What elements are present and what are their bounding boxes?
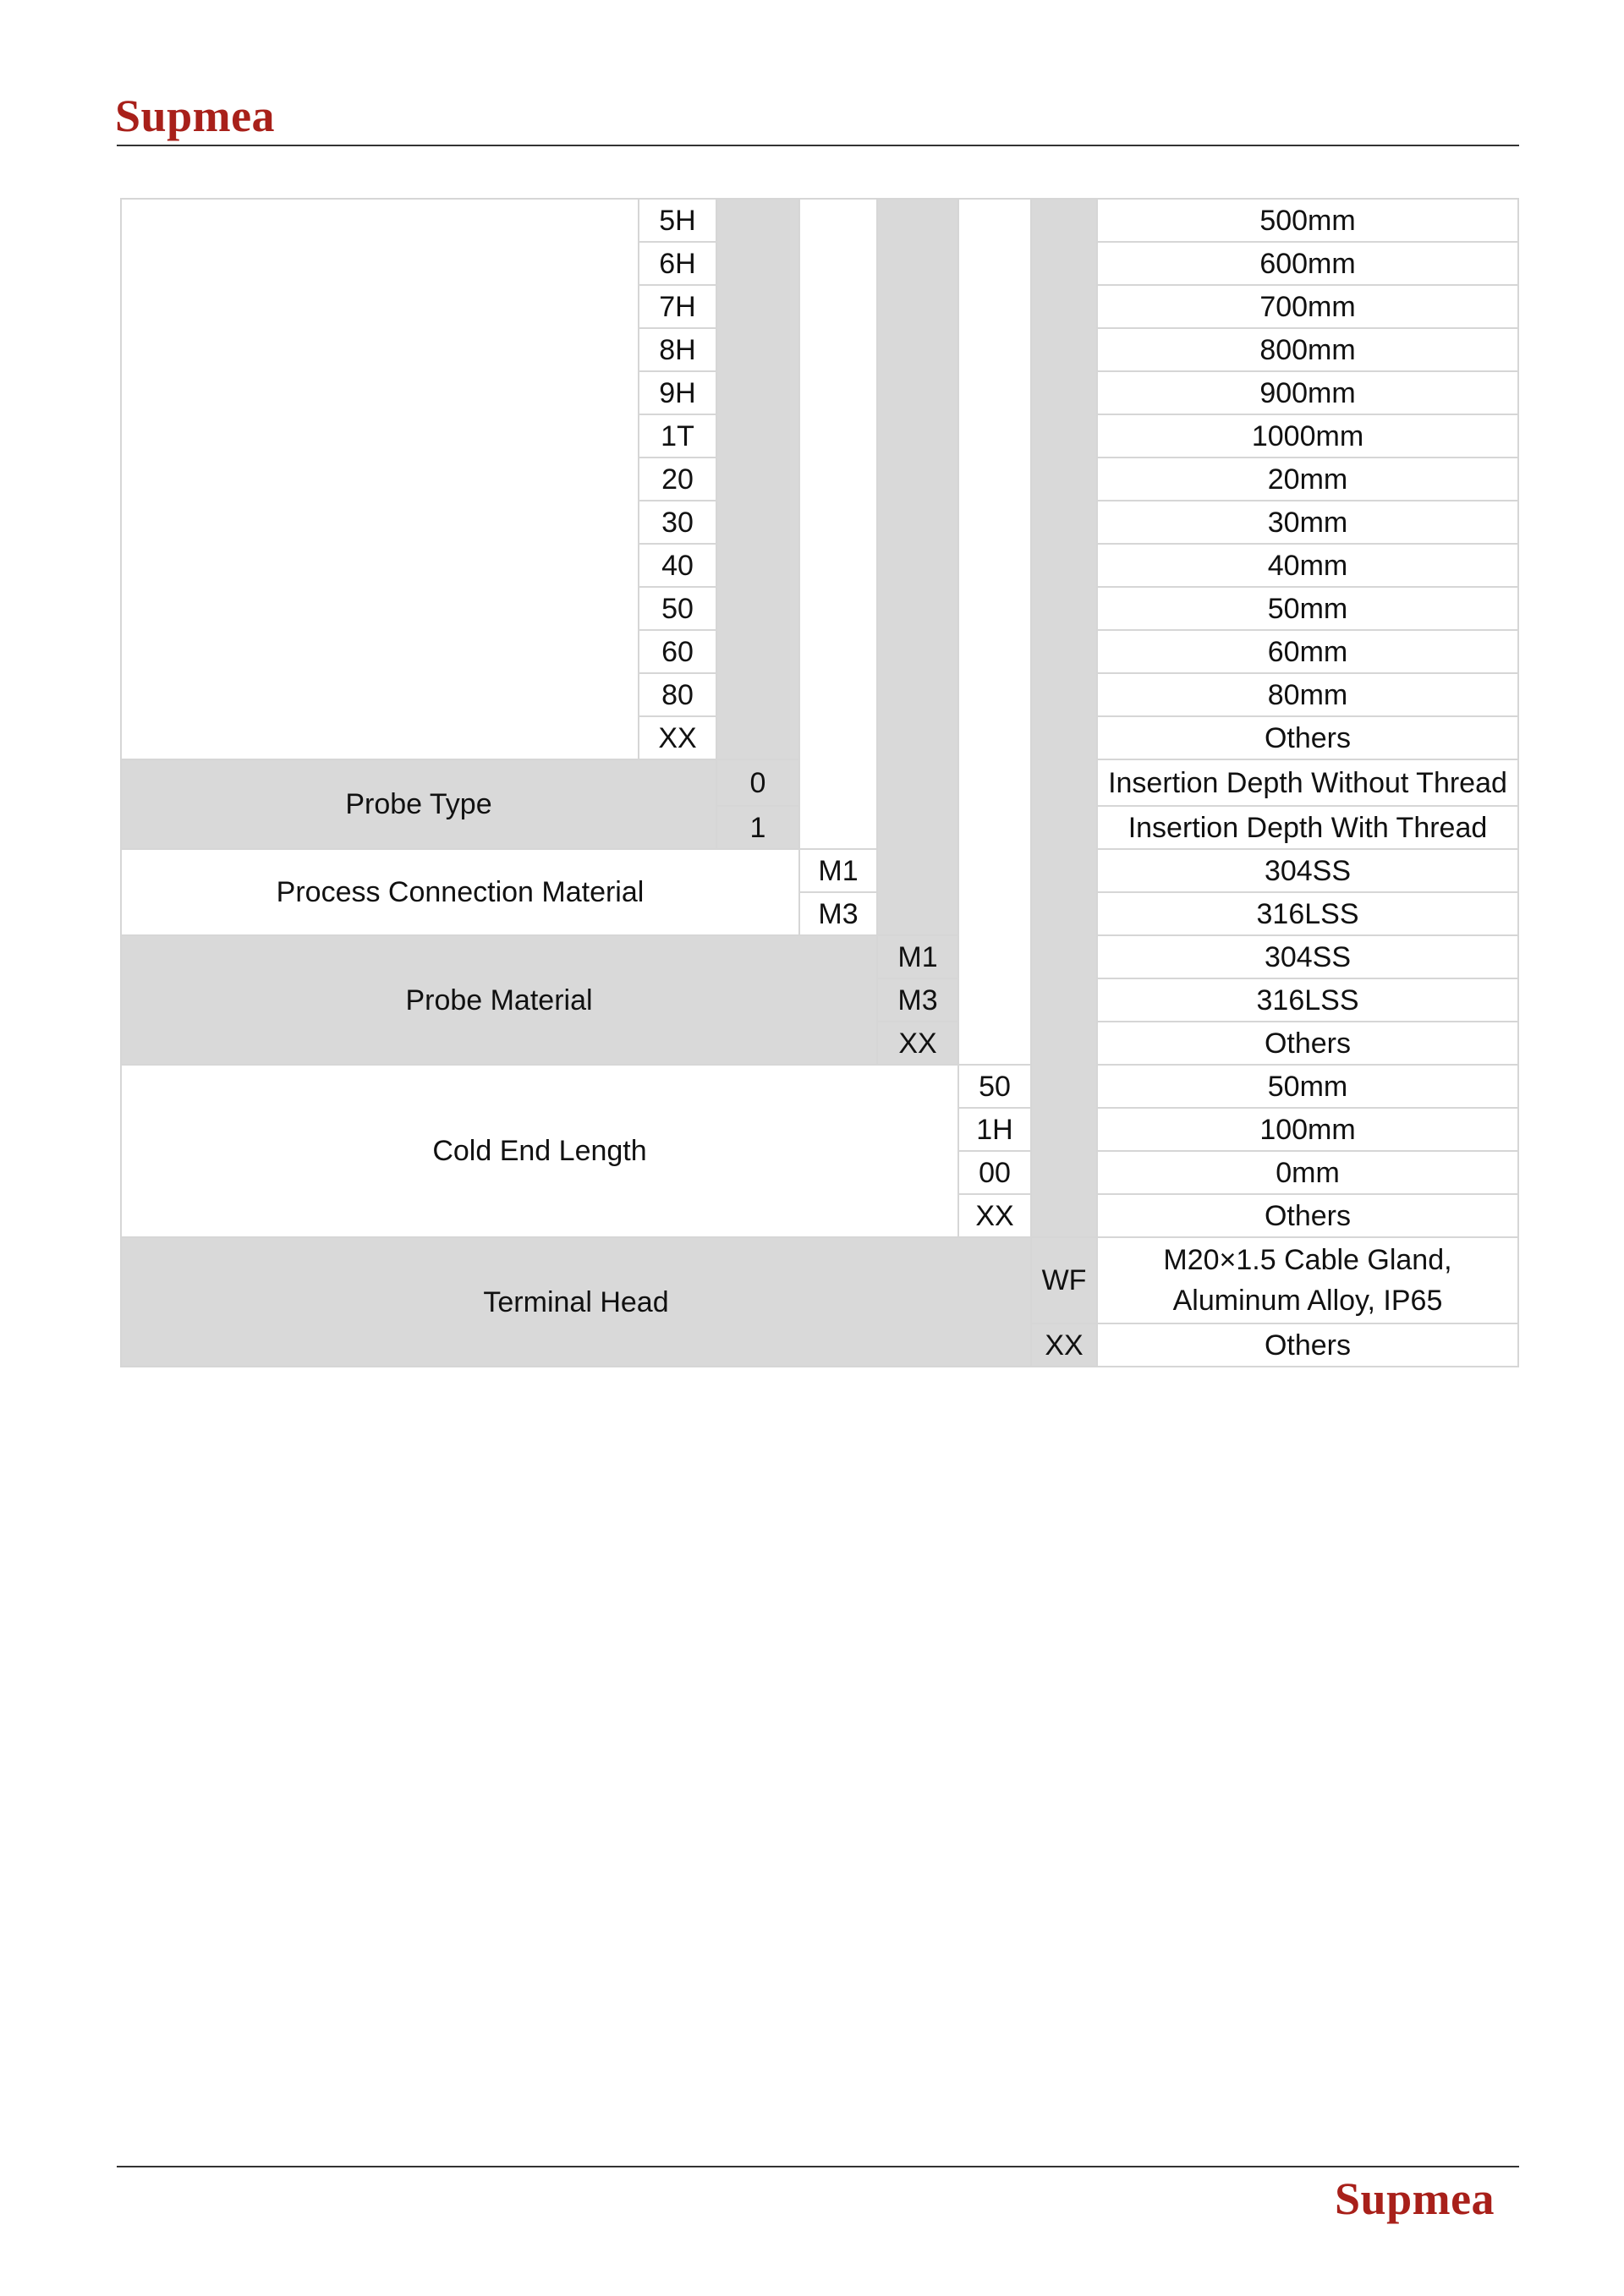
option-code: M3 [799,892,877,935]
option-code: XX [877,1022,958,1065]
option-description: 800mm [1097,328,1518,371]
option-code: WF [1031,1237,1097,1323]
option-description: 500mm [1097,199,1518,242]
option-code: 00 [958,1151,1031,1194]
probe-type-label: Probe Type [121,759,716,849]
option-code: 50 [958,1065,1031,1108]
option-code: 8H [639,328,716,371]
option-description: 900mm [1097,371,1518,414]
option-description: 40mm [1097,544,1518,587]
option-description: 316LSS [1097,978,1518,1022]
option-description: Others [1097,1323,1518,1367]
option-code: 6H [639,242,716,285]
option-description: 304SS [1097,935,1518,978]
cold-end-length-label: Cold End Length [121,1065,958,1237]
option-description: Others [1097,1022,1518,1065]
option-description: 20mm [1097,458,1518,501]
option-description: 30mm [1097,501,1518,544]
option-code: 7H [639,285,716,328]
option-description: 1000mm [1097,414,1518,458]
option-code: 50 [639,587,716,630]
option-code: 30 [639,501,716,544]
option-description: 0mm [1097,1151,1518,1194]
option-description: 50mm [1097,587,1518,630]
table-row [121,1237,1518,1323]
option-code: XX [958,1194,1031,1237]
terminal-head-label: Terminal Head [121,1237,1031,1367]
option-description: 80mm [1097,673,1518,716]
option-code: 1H [958,1108,1031,1151]
option-code: XX [1031,1323,1097,1367]
table-row [121,849,1518,892]
option-code: 1T [639,414,716,458]
option-code: 1 [716,806,799,849]
option-description: 700mm [1097,285,1518,328]
option-description: 100mm [1097,1108,1518,1151]
process-connection-material-label: Process Connection Material [121,849,799,935]
footer-divider [117,2166,1519,2167]
option-description: Insertion Depth Without Thread [1097,759,1518,806]
option-code: 0 [716,759,799,806]
option-code: 9H [639,371,716,414]
option-description: M20×1.5 Cable Gland, Aluminum Alloy, IP65 [1097,1237,1518,1323]
option-description: 60mm [1097,630,1518,673]
table-row [121,1065,1518,1108]
option-code: 60 [639,630,716,673]
option-code: M1 [877,935,958,978]
header-divider [117,145,1519,146]
probe-material-label: Probe Material [121,935,877,1065]
model-selection-table [120,198,1519,1367]
option-code: M1 [799,849,877,892]
length-blank-cell [121,199,639,759]
table-row [121,199,1518,242]
option-description: 304SS [1097,849,1518,892]
option-code: 5H [639,199,716,242]
option-description: 600mm [1097,242,1518,285]
option-code: 20 [639,458,716,501]
option-code: M3 [877,978,958,1022]
option-description: Others [1097,1194,1518,1237]
option-description: Insertion Depth With Thread [1097,806,1518,849]
option-code: 40 [639,544,716,587]
brand-logo-bottom: Supmea [1335,2173,1495,2224]
option-code: XX [639,716,716,759]
option-description: 50mm [1097,1065,1518,1108]
brand-logo-top: Supmea [115,90,276,141]
table-row [121,935,1518,978]
option-code: 80 [639,673,716,716]
option-description: 316LSS [1097,892,1518,935]
option-description: Others [1097,716,1518,759]
